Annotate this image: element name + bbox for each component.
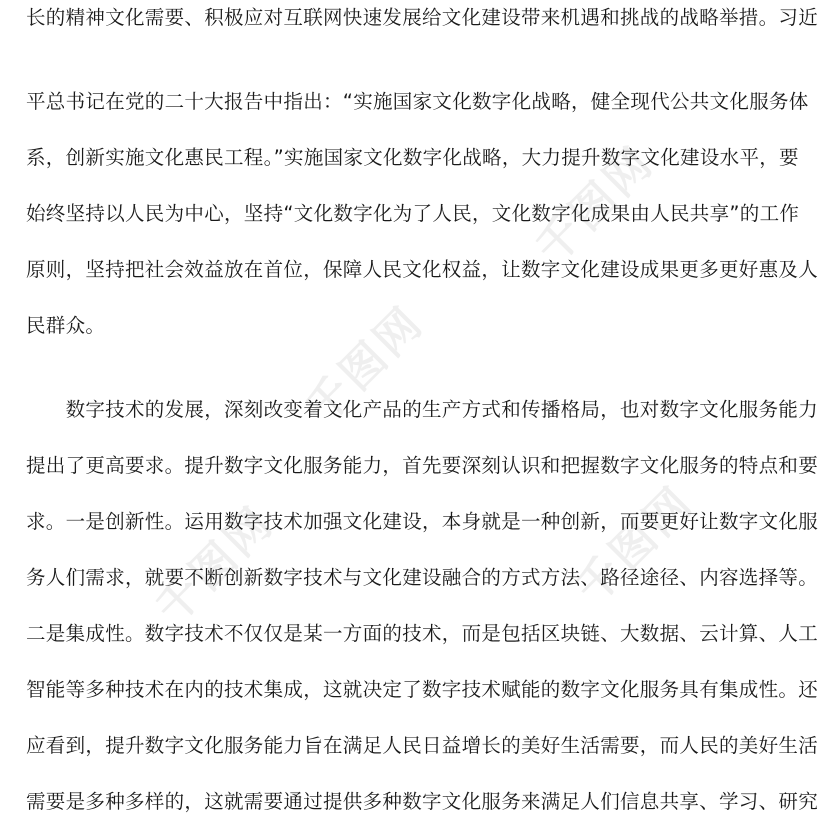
text-line: 二是集成性。数字技术不仅仅是某一方面的技术，而是包括区块链、大数据、云计算、人工 [26, 622, 818, 645]
text-line: 应看到，提升数字文化服务能力旨在满足人民日益增长的美好生活需要，而人民的美好生活 [26, 734, 818, 757]
watermark: 千图网 [526, 136, 665, 275]
text-line: 平总书记在党的二十大报告中指出：“实施国家文化数字化战略，健全现代公共文化服务体 [26, 90, 809, 113]
watermark: 千图网 [566, 476, 705, 615]
text-line: 提出了更高要求。提升数字文化服务能力，首先要深刻认识和把握数字文化服务的特点和要 [26, 454, 818, 477]
text-line: 数字技术的发展，深刻改变着文化产品的生产方式和传播格局，也对数字文化服务能力 [26, 398, 818, 421]
text-line: 原则，坚持把社会效益放在首位，保障人民文化权益，让数字文化建设成果更多更好惠及人 [26, 258, 818, 281]
watermark: 千图网 [296, 296, 435, 435]
text-line: 务人们需求，就要不断创新数字技术与文化建设融合的方式方法、路径途径、内容选择等。 [26, 566, 818, 589]
text-line: 始终坚持以人民为中心，坚持“文化数字化为了人民，文化数字化成果由人民共享”的工作 [26, 202, 800, 225]
watermark: 千图网 [146, 496, 285, 635]
text-line: 长的精神文化需要、积极应对互联网快速发展给文化建设带来机遇和挑战的战略举措。习近 [26, 6, 818, 29]
text-line: 系，创新实施文化惠民工程。”实施国家文化数字化战略，大力提升数字文化建设水平，要 [26, 146, 799, 169]
text-line: 智能等多种技术在内的技术集成，这就决定了数字技术赋能的数字文化服务具有集成性。还 [26, 678, 818, 701]
text-line: 民群众。 [26, 314, 106, 337]
text-line: 求。一是创新性。运用数字技术加强文化建设，本身就是一种创新，而要更好让数字文化服 [26, 510, 818, 533]
text-line: 需要是多种多样的，这就需要通过提供多种数字文化服务来满足人们信息共享、学习、研究 [26, 790, 818, 813]
